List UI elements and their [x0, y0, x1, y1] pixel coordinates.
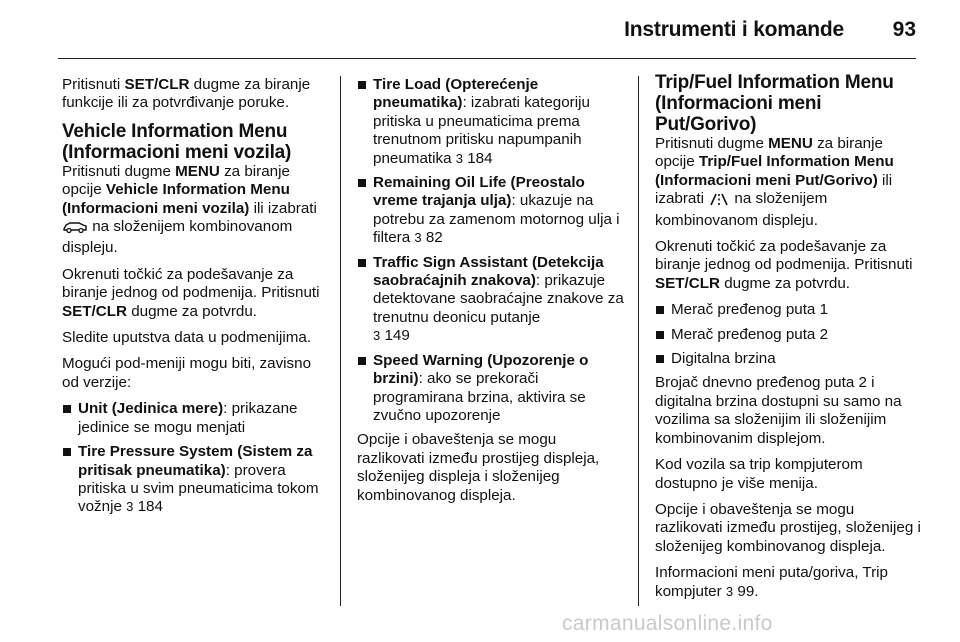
follow-instructions-paragraph: Sledite uputstva data u podmenijima. [62, 329, 312, 347]
column-2 [357, 76, 627, 513]
intro-paragraph: Pritisnuti SET/CLR dugme za biranje funkcije ili za potvrđivanje poruke. [62, 76, 311, 112]
options-paragraph: Opcije i obaveštenja se mogu razlikovati između prostijeg displeja, složenijeg displeja i složenijeg kombinovanog displeja. [357, 431, 600, 504]
page-ref-arrow-icon: 3 [373, 328, 381, 344]
trip-submenu-paragraph: Okrenuti točkić za podešavanje za biranje jednog od podmenija. Pritisnuti SET/CLR dugme za potvrdu. [655, 238, 913, 292]
list-item: Digitalna brzina [655, 350, 925, 368]
page-ref-link[interactable]: 184 [137, 498, 163, 516]
page-ref-link[interactable]: 99. [737, 582, 759, 600]
vehicle-info-heading: Vehicle Information Menu (Informacioni meni vozila) [62, 120, 292, 163]
set-clr-label: SET/CLR [124, 76, 190, 93]
page-ref-arrow-icon: 3 [725, 583, 734, 599]
page-ref-link[interactable]: 184 [467, 149, 493, 167]
page-ref-link[interactable]: 149 [384, 327, 410, 345]
trip-reference-paragraph: Informacioni meni puta/goriva, Trip kompjuter 3 99. [655, 564, 888, 600]
list-item: Traffic Sign Assistant (Detekcija saobraćajnih znakova): prikazuje detektovane saobraćajne znakove za trenutnu deonicu putanje 3 149 [357, 254, 627, 346]
possible-submenus-paragraph: Mogući pod-meniji mogu biti, zavisno od verzije: [62, 355, 312, 391]
trip-options-paragraph: Opcije i obaveštenja se mogu razlikovati između prostijeg, složenijeg i složenijeg kombinovanog displeja. [655, 500, 921, 555]
page-ref-link[interactable]: 82 [425, 229, 443, 247]
column-divider-1 [340, 76, 341, 606]
column-divider-2 [638, 76, 639, 606]
car-icon [62, 220, 88, 239]
submenu-paragraph: Okrenuti točkić za podešavanje za biranje jednog od podmenija. Pritisnuti SET/CLR dugme za potvrdu. [62, 265, 320, 320]
page-ref-arrow-icon: 3 [455, 150, 463, 166]
column-1 [62, 76, 330, 523]
list-item: Tire Load (Opterećenje pneumatika): izabrati kategoriju pritiska u pneumaticima prema trenutnom pritisku napumpanih pneumatika 3 184 [357, 76, 627, 168]
list-item: Speed Warning (Upozorenje o brzini): ako se prekorači programirana brzina, aktivira se zvučno upozorenje [357, 352, 627, 426]
list-item: Merač pređenog puta 1 [655, 301, 925, 319]
list-item: Unit (Jedinica mere): prikazane jedinice se mogu menjati [62, 400, 330, 437]
trip-road-icon [708, 192, 730, 211]
watermark: carmanualsonline.info [562, 612, 773, 635]
list-item: Merač pređenog puta 2 [655, 326, 925, 344]
trip-odometer-paragraph: Brojač dnevno pređenog puta 2 i digitalna brzina dostupni su samo na vozilima sa složenijim ili složenijim kombinovanim displejom. [655, 374, 902, 447]
list-item: Tire Pressure System (Sistem za pritisak pneumatika): provera pritiska u svim pneumaticima tokom vožnje 3 184 [62, 443, 330, 517]
trip-computer-paragraph: Kod vozila sa trip kompjuterom dostupno je više menija. [655, 456, 863, 492]
list-item: Remaining Oil Life (Preostalo vreme trajanja ulja): ukazuje na potrebu za zamenom motornog ulja i filtera 3 82 [357, 174, 627, 248]
page-number: 93 [892, 18, 916, 41]
trip-fuel-heading: Trip/Fuel Information Menu (Informacioni meni Put/Gorivo) [655, 72, 894, 135]
page-ref-arrow-icon: 3 [414, 230, 422, 246]
header-rule [58, 58, 916, 59]
trip-fuel-paragraph: Pritisnuti dugme MENU za biranje opcije Trip/Fuel Information Menu (Informacioni meni Put/Gorivo) ili izabrati na složenijem kombinovanom displeju. [655, 135, 894, 229]
page-ref-arrow-icon: 3 [126, 499, 134, 515]
column-3 [655, 72, 925, 609]
vehicle-info-paragraph: Pritisnuti dugme MENU za biranje opcije Vehicle Information Menu (Informacioni meni vozila) ili izabrati na složenijem kombinovanom displeju. [62, 162, 317, 257]
header-title: Instrumenti i komande [624, 18, 844, 41]
